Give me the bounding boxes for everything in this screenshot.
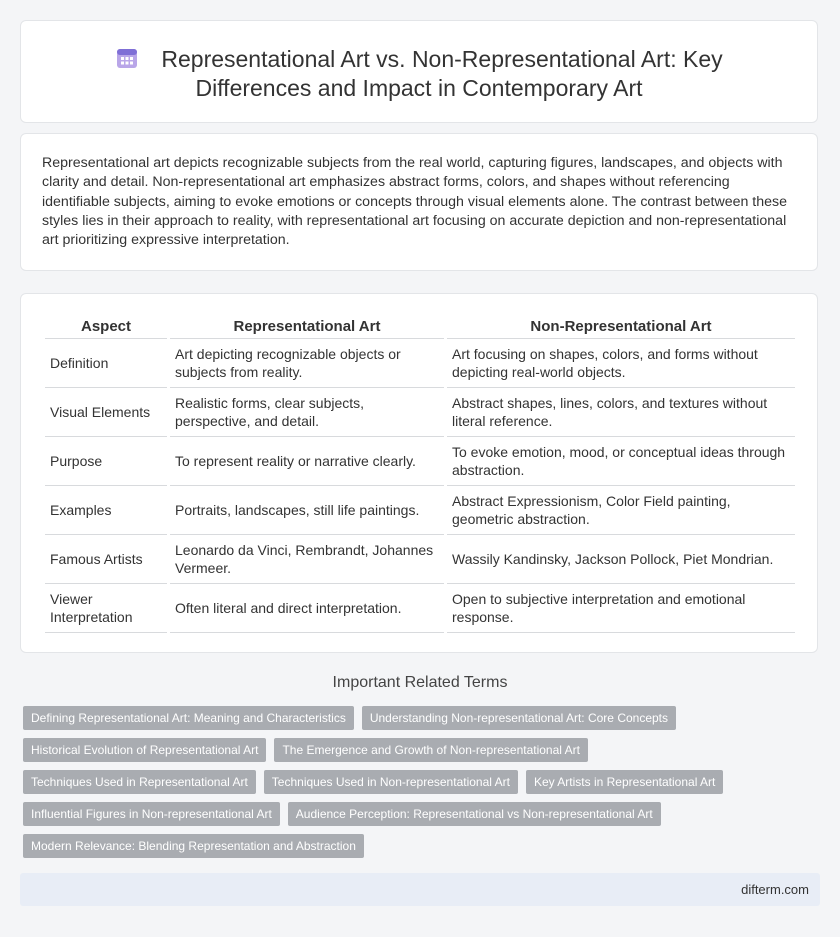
header-non-representational: Non-Representational Art bbox=[447, 316, 795, 339]
header-representational: Representational Art bbox=[170, 316, 444, 339]
aspect-cell: Purpose bbox=[45, 437, 167, 486]
table-row bbox=[45, 486, 795, 535]
related-terms-row bbox=[23, 802, 783, 826]
related-term-tag[interactable]: Techniques Used in Non-representational Art bbox=[264, 770, 518, 794]
related-terms-row bbox=[23, 706, 783, 730]
related-term-tag[interactable]: Influential Figures in Non-representational Art bbox=[23, 802, 280, 826]
aspect-cell: Definition bbox=[45, 339, 167, 388]
aspect-cell: Visual Elements bbox=[45, 388, 167, 437]
aspect-cell: Famous Artists bbox=[45, 535, 167, 584]
related-terms-row bbox=[23, 834, 783, 858]
calendar-icon bbox=[115, 46, 139, 70]
table-row bbox=[45, 535, 795, 584]
related-terms-row bbox=[23, 770, 783, 794]
representational-cell: Often literal and direct interpretation. bbox=[170, 584, 444, 633]
non-representational-cell: Art focusing on shapes, colors, and forms without depicting real-world objects. bbox=[447, 339, 795, 388]
related-term-tag[interactable]: Modern Relevance: Blending Representation and Abstraction bbox=[23, 834, 364, 858]
representational-cell: Leonardo da Vinci, Rembrandt, Johannes Vermeer. bbox=[170, 535, 444, 584]
related-term-tag[interactable]: Defining Representational Art: Meaning and Characteristics bbox=[23, 706, 354, 730]
aspect-cell: Viewer Interpretation bbox=[45, 584, 167, 633]
related-term-tag[interactable]: The Emergence and Growth of Non-representational Art bbox=[274, 738, 588, 762]
representational-cell: Portraits, landscapes, still life paintings. bbox=[170, 486, 444, 535]
intro-paragraph: Representational art depicts recognizable subjects from the real world, capturing figures, landscapes, and objects with clarity and detail. Non-representational art emphasizes abstract forms, colors, and shapes without referencing identifiable subjects, aiming to evoke emotions or concepts through visual elements alone. The contrast between these styles lies in their approach to reality, with representational art focusing on accurate depiction and non-representational art prioritizing expressive interpretation. bbox=[42, 155, 788, 249]
related-terms-title: Important Related Terms bbox=[332, 674, 508, 691]
representational-cell: To represent reality or narrative clearly. bbox=[170, 437, 444, 486]
page-title-text: Representational Art vs. Non-Representational Art: Key Differences and Impact in Contemporary Art bbox=[161, 46, 723, 101]
non-representational-cell: Abstract Expressionism, Color Field painting, geometric abstraction. bbox=[447, 486, 795, 535]
related-term-tag[interactable]: Understanding Non-representational Art: Core Concepts bbox=[362, 706, 676, 730]
representational-cell: Realistic forms, clear subjects, perspective, and detail. bbox=[170, 388, 444, 437]
representational-cell: Art depicting recognizable objects or subjects from reality. bbox=[170, 339, 444, 388]
comparison-table-card bbox=[20, 293, 818, 653]
non-representational-cell: Open to subjective interpretation and emotional response. bbox=[447, 584, 795, 633]
page-title bbox=[61, 45, 777, 103]
non-representational-cell: Wassily Kandinsky, Jackson Pollock, Piet Mondrian. bbox=[447, 535, 795, 584]
footer bbox=[20, 873, 820, 906]
aspect-cell: Examples bbox=[45, 486, 167, 535]
table-row bbox=[45, 339, 795, 388]
table-row bbox=[45, 437, 795, 486]
comparison-table bbox=[42, 316, 798, 633]
related-term-tag[interactable]: Audience Perception: Representational vs Non-representational Art bbox=[288, 802, 661, 826]
related-terms-row bbox=[23, 738, 783, 762]
table-header-row bbox=[45, 316, 795, 339]
non-representational-cell: Abstract shapes, lines, colors, and textures without literal reference. bbox=[447, 388, 795, 437]
header-aspect: Aspect bbox=[45, 316, 167, 339]
table-row bbox=[45, 388, 795, 437]
header-card bbox=[20, 20, 818, 123]
intro-card bbox=[20, 133, 818, 271]
related-term-tag[interactable]: Techniques Used in Representational Art bbox=[23, 770, 256, 794]
table-row bbox=[45, 584, 795, 633]
related-term-tag[interactable]: Historical Evolution of Representational Art bbox=[23, 738, 266, 762]
related-terms-list bbox=[23, 706, 783, 866]
footer-site[interactable]: difterm.com bbox=[741, 882, 809, 897]
non-representational-cell: To evoke emotion, mood, or conceptual ideas through abstraction. bbox=[447, 437, 795, 486]
related-term-tag[interactable]: Key Artists in Representational Art bbox=[526, 770, 723, 794]
